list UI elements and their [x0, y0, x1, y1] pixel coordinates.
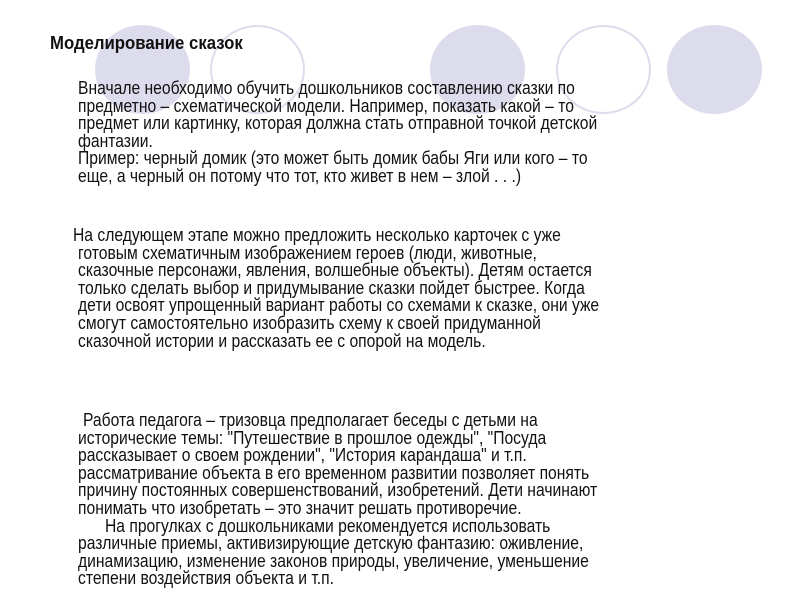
text-line: Вначале необходимо обучить дошкольников составлению сказки по — [78, 78, 575, 98]
text-line: исторические темы: "Путешествие в прошлое одежды", "Посуда — [78, 427, 547, 448]
text-line: еще, а черный он потому что тот, кто живет в нем – злой . . .) — [78, 165, 522, 186]
text-line: рассматривание объекта в его временном развитии позволяет понять — [78, 462, 590, 483]
text-line: сказочной истории и рассказать ее с опорой на модель. — [78, 330, 486, 351]
slide-title: Моделирование сказок — [50, 33, 243, 53]
text-line: На прогулках с дошкольниками рекомендуется использовать — [105, 515, 551, 536]
text-line: предметно – схематической модели. Например, показать какой – то — [78, 95, 574, 116]
text-line: понимать что изобретать – это значит решать противоречие. — [78, 497, 522, 518]
text-line: сказочные персонажи, явления, волшебные объекты). Детям остается — [78, 260, 592, 281]
text-line: различные приемы, активизирующие детскую фантазию: оживление, — [78, 533, 584, 554]
text-line: динамизацию, изменение законов природы, увеличение, уменьшение — [78, 550, 589, 571]
text-line: На следующем этапе можно предложить несколько карточек с уже — [73, 225, 561, 245]
text-line: Работа педагога – тризовца предполагает беседы с детьми на — [83, 410, 538, 430]
text-line: дети освоят упрощенный вариант работы со схемами к сказке, они уже — [78, 295, 600, 316]
paragraph-teacher-work — [78, 412, 675, 588]
text-line: фантазии. — [78, 130, 153, 151]
text-line: смогут самостоятельно изобразить схему к своей придуманной — [78, 312, 541, 333]
text-line: Пример: черный домик (это может быть домик бабы Яги или кого – то — [78, 148, 588, 169]
paragraph-intro — [78, 80, 675, 186]
text-line: предмет или картинку, которая должна стать отправной точкой детской — [78, 113, 598, 134]
text-line: готовым схематичным изображением героев (люди, животные, — [78, 242, 537, 263]
text-line: только сделать выбор и придумывание сказки пойдет быстрее. Когда — [78, 277, 585, 298]
text-line: рассказывает о своем рождении", "История карандаша" и т.п. — [78, 445, 527, 466]
decorative-circle-filled — [667, 25, 762, 114]
paragraph-next-stage — [73, 225, 677, 351]
text-line: причину постоянных совершенствований, изобретений. Дети начинают — [78, 480, 598, 501]
text-line: степени воздействия объекта и т.п. — [78, 568, 334, 589]
